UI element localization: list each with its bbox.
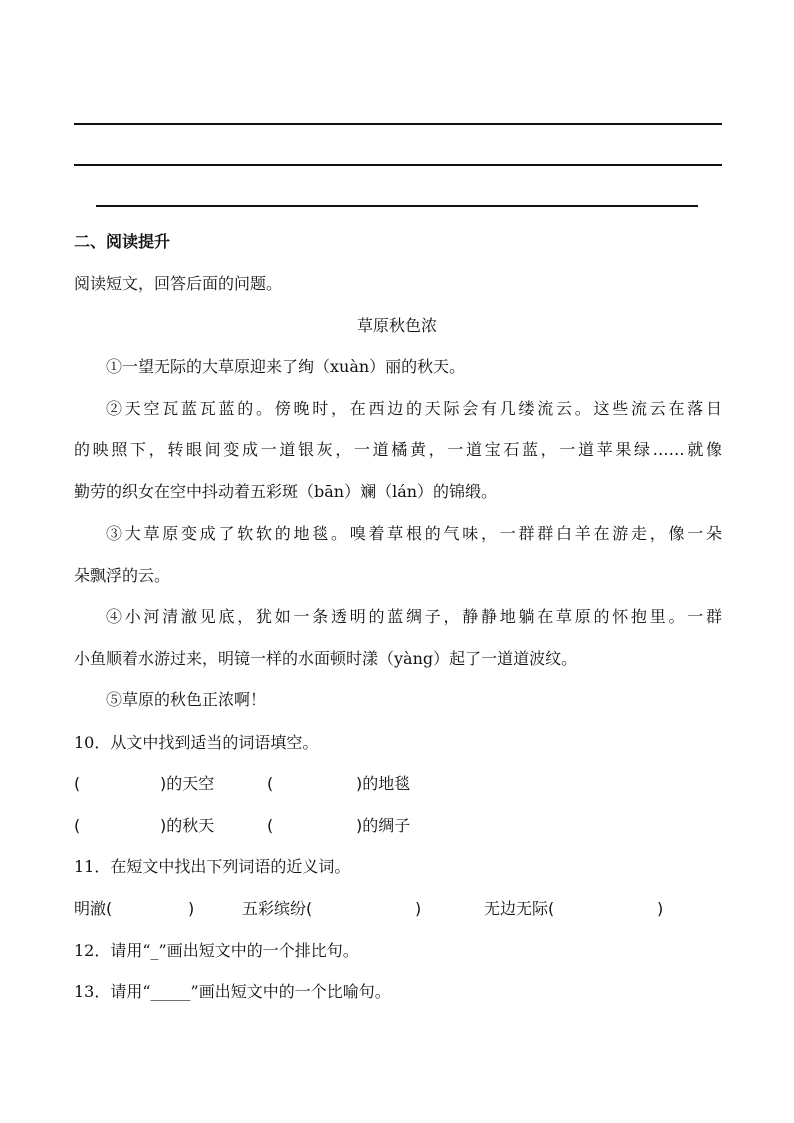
blank-open-paren: ( xyxy=(267,774,274,793)
blank-label-sky: )的天空 xyxy=(160,774,215,793)
blank-open-paren: ( xyxy=(74,816,81,835)
paragraph-2-line-2: 的映照下，转眼间变成一道银灰，一道橘黄，一道宝石蓝，一道苹果绿……就像 xyxy=(74,440,722,459)
paragraph-4-line-2: 小鱼顺着水游过来，明镜一样的水面顿时漾（yàng）起了一道道波纹。 xyxy=(74,649,578,668)
paragraph-1-line-1: ①一望无际的大草原迎来了绚（xuàn）丽的秋天。 xyxy=(106,357,466,376)
blank-open-paren: ( xyxy=(74,774,81,793)
paragraph-4-line-1: ④小河清澈见底，犹如一条透明的蓝绸子，静静地躺在草原的怀抱里。一群 xyxy=(106,607,722,626)
paragraph-3-line-1: ③大草原变成了软软的地毯。嗅着草根的气味，一群群白羊在游走，像一朵 xyxy=(106,524,722,543)
blank-open-paren: ( xyxy=(267,816,274,835)
blank-label-silk: )的绸子 xyxy=(356,816,411,835)
synonym-item-clear: 明澈( xyxy=(74,899,113,918)
answer-line-2 xyxy=(74,164,722,166)
section-heading: 二、阅读提升 xyxy=(74,232,171,251)
paragraph-2-line-3: 勤劳的织女在空中抖动着五彩斑（bān）斓（lán）的锦缎。 xyxy=(74,482,498,501)
blank-close-paren: ) xyxy=(657,899,664,918)
question-12-prompt: 12．请用“_”画出短文中的一个排比句。 xyxy=(74,941,359,960)
paragraph-2-line-1: ②天空瓦蓝瓦蓝的。傍晚时，在西边的天际会有几缕流云。这些流云在落日 xyxy=(106,399,722,418)
reading-instruction: 阅读短文，回答后面的问题。 xyxy=(74,274,283,293)
question-13-prompt: 13．请用“_____”画出短文中的一个比喻句。 xyxy=(74,982,391,1001)
answer-line-1 xyxy=(74,123,722,125)
synonym-item-colorful: 五彩缤纷( xyxy=(242,899,313,918)
blank-label-carpet: )的地毯 xyxy=(356,774,411,793)
passage-title: 草原秋色浓 xyxy=(356,316,437,335)
blank-close-paren: ) xyxy=(415,899,422,918)
answer-line-3 xyxy=(96,205,698,207)
question-11-prompt: 11．在短文中找出下列词语的近义词。 xyxy=(74,857,351,876)
blank-label-autumn: )的秋天 xyxy=(160,816,215,835)
question-10-prompt: 10．从文中找到适当的词语填空。 xyxy=(74,733,319,752)
paragraph-3-line-2: 朵飘浮的云。 xyxy=(74,566,171,585)
synonym-item-boundless: 无边无际( xyxy=(484,899,555,918)
blank-close-paren: ) xyxy=(188,899,195,918)
paragraph-5-line-1: ⑤草原的秋色正浓啊！ xyxy=(106,690,267,709)
